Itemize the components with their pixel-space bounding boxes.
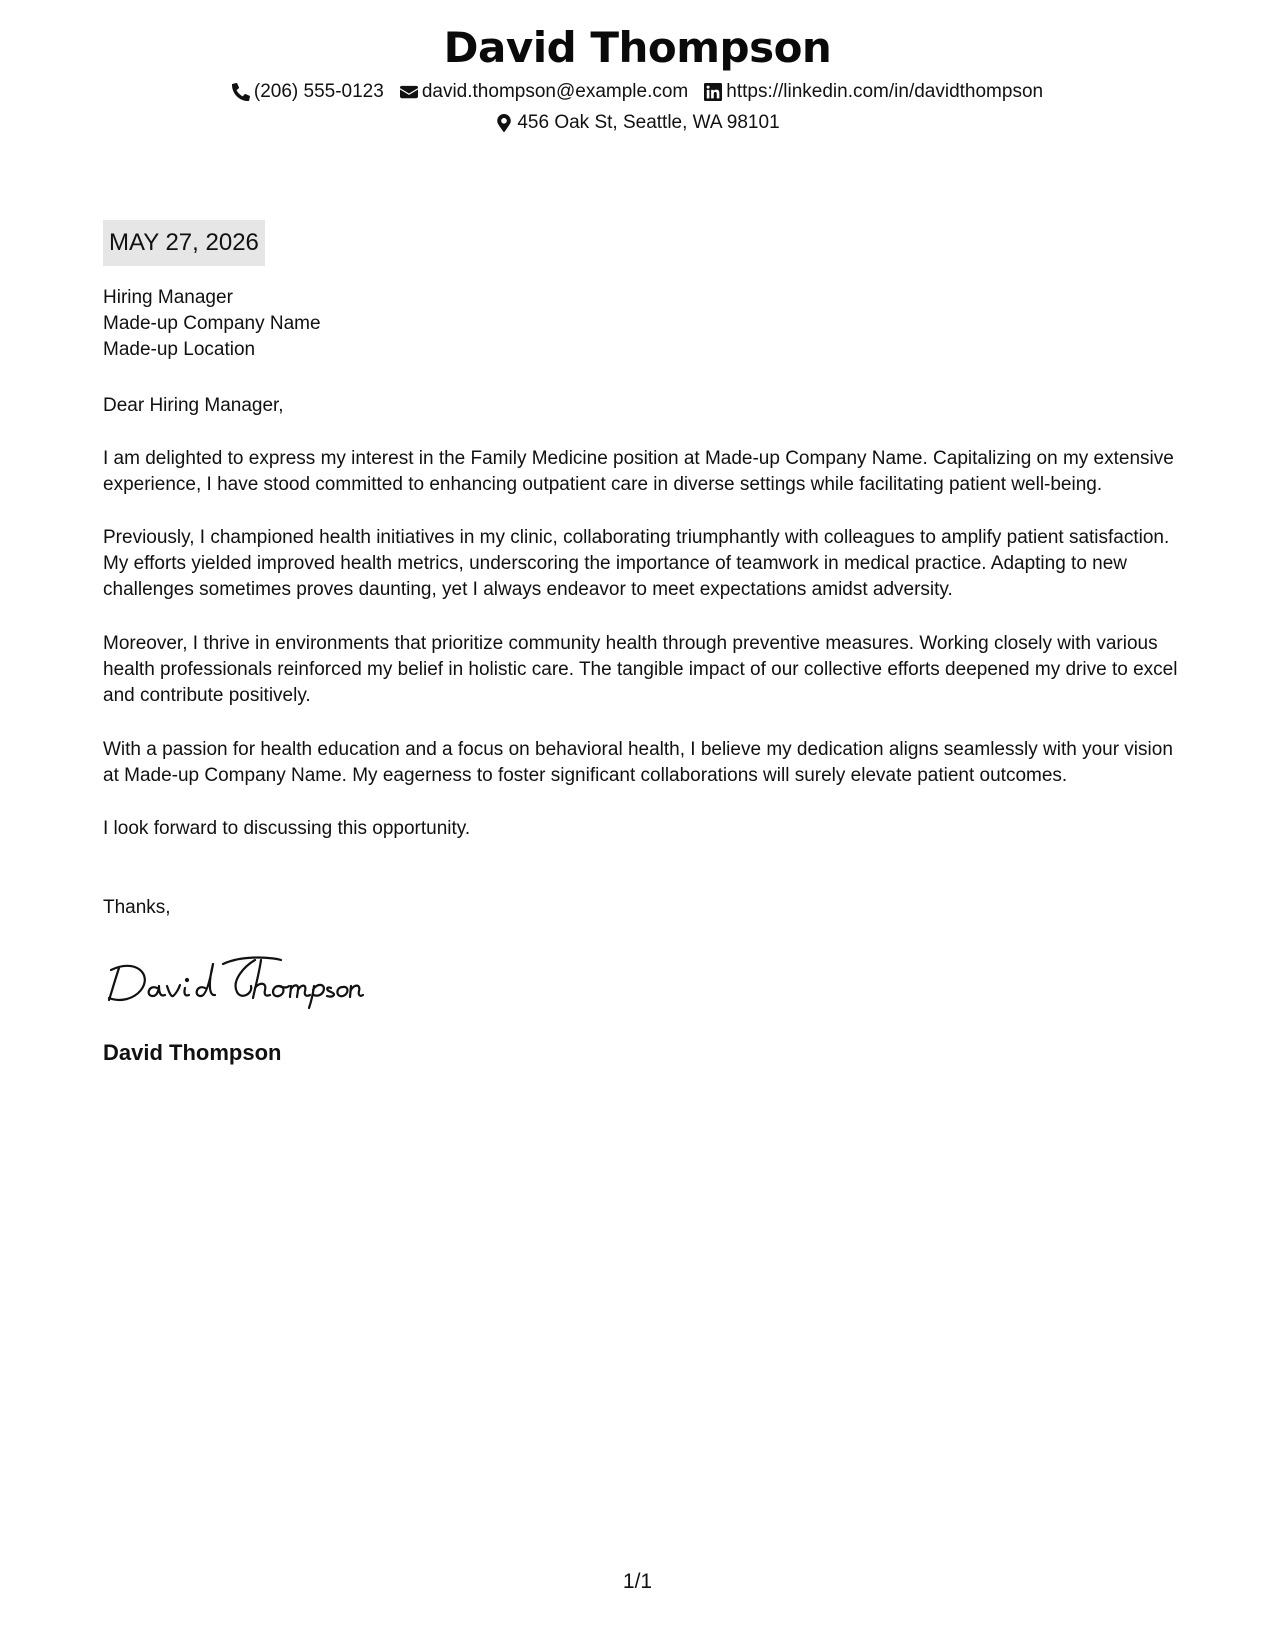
contact-email [400,79,688,105]
contact-address [495,110,779,136]
contact-row-secondary [0,110,1275,136]
letter-date: MAY 27, 2026 [103,220,265,266]
paragraph-text: Previously, I championed health initiatives in my clinic, collaborating triumphantly with colleagues to amplify patient satisfaction. My efforts yielded improved health metrics, underscoring the importance of teamwork in medical practice. Adapting to new challenges sometimes proves daunting, yet I always endeavor to meet expectations amidst adversity. [103,527,1170,600]
street-address: 456 Oak St, Seattle, WA 98101 [517,112,780,133]
linkedin-icon [704,83,722,101]
signer-name: David Thompson [103,1040,282,1065]
closing-line [103,816,1178,842]
applicant-name: David Thompson [443,23,832,72]
phone-icon [232,83,250,101]
envelope-icon [400,83,418,101]
paragraph-text: I am delighted to express my interest in the Family Medicine position at Made-up Company Name. Capitalizing on my extensive experience, I have stood committed to enhancing outpatient care in diverse settings while facilitating patient well-being. [103,448,1174,495]
contact-linkedin [704,79,1043,105]
body-paragraph-3 [103,631,1178,709]
recipient-title: Hiring Manager [103,287,233,308]
handwritten-signature [105,950,365,1010]
sign-off-text: Thanks, [103,897,171,918]
recipient-location: Made-up Location [103,339,256,360]
closing-line-text: I look forward to discussing this opportunity. [103,818,471,839]
phone-number: (206) 555-0123 [253,81,384,102]
body-paragraph-2 [103,525,1178,603]
linkedin-url: https://linkedin.com/in/davidthompson [726,81,1044,102]
recipient-block [103,285,321,363]
sign-off [103,895,1178,921]
body-paragraph-1 [103,446,1178,498]
recipient-company: Made-up Company Name [103,313,321,334]
paragraph-text: With a passion for health education and a focus on behavioral health, I believe my dedication aligns seamlessly with your vision at Made-up Company Name. My eagerness to foster significant collaborations will surely elevate patient outcomes. [103,739,1173,786]
salutation-text: Dear Hiring Manager, [103,395,284,416]
contact-phone [232,79,384,105]
contact-row-primary [0,79,1275,105]
map-marker-icon [495,114,513,132]
body-paragraph-4 [103,737,1178,789]
page-number: 1/1 [622,1570,653,1593]
paragraph-text: Moreover, I thrive in environments that prioritize community health through preventive measures. Working closely with various health professionals reinforced my belief in holistic care. The tangible impact of our collective efforts deepened my drive to excel and contribute positively. [103,633,1178,706]
salutation [103,393,1178,419]
email-address: david.thompson@example.com [421,81,689,102]
